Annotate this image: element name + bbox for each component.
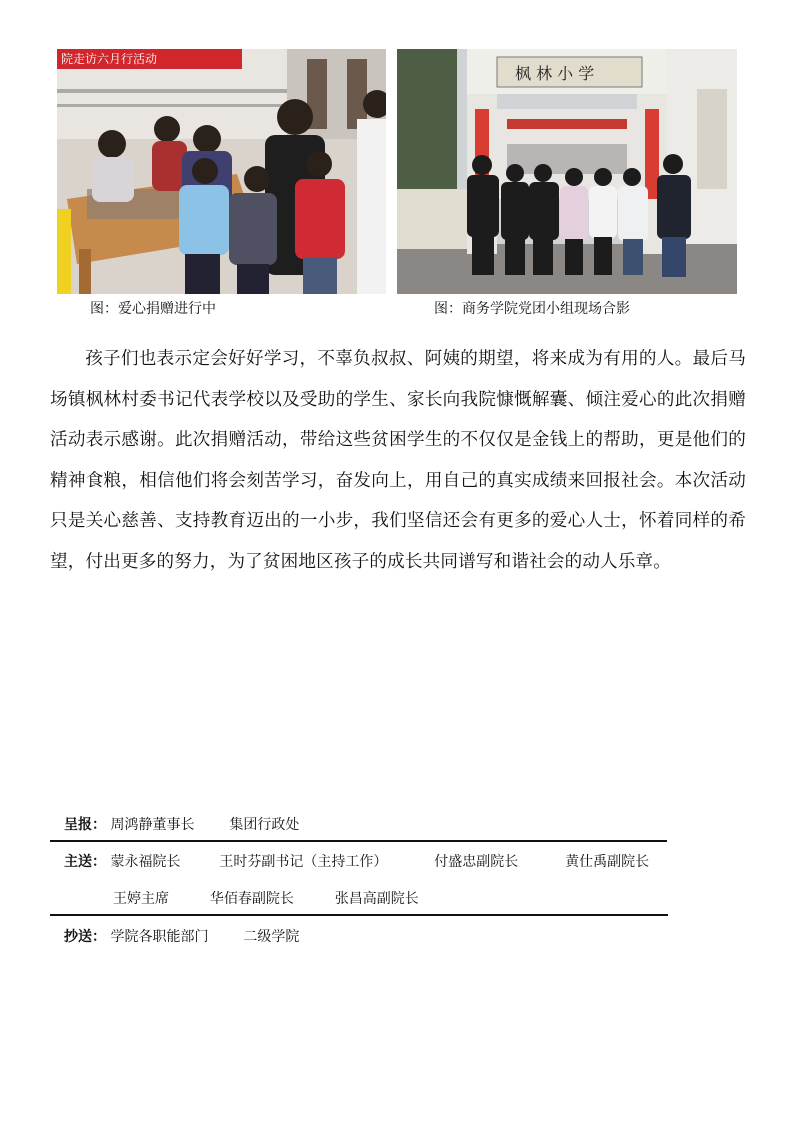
main-recipient: 王时芬副书记（主持工作） [219, 854, 388, 870]
copy-recipient: 二级学院 [243, 929, 300, 945]
report-recipient: 集团行政处 [229, 817, 300, 833]
main-recipient: 蒙永福院长 [110, 854, 181, 870]
photo-caption-1: 图：爱心捐赠进行中 [90, 301, 216, 317]
main-line-1 [64, 852, 649, 872]
report-line [64, 815, 299, 835]
divider-rule [50, 914, 668, 916]
main-recipient: 王婷主席 [113, 891, 169, 907]
photo-caption-2: 图：商务学院党团小组现场合影 [434, 301, 630, 317]
main-label: 主送： [64, 854, 106, 870]
group-photo [397, 49, 737, 294]
main-recipient: 付盛忠副院长 [434, 854, 519, 870]
body-paragraph: 孩子们也表示定会好好学习，不辜负叔叔、阿姨的期望，将来成为有用的人。最后马场镇枫林村委书记代表学校以及受助的学生、家长向我院慷慨解囊、倾注爱心的此次捐赠活动表示感谢。此次捐赠活动，带给这些贫困学生的不仅仅是金钱上的帮助，更是他们的精神食粮，相信他们将会刻苦学习，奋发向上，用自己的真实成绩来回报社会。本次活动只是关心慈善、支持教育迈出的一小步，我们坚信还会有更多的爱心人士，怀着同样的希望，付出更多的努力，为了贫困地区孩子的成长共同谱写和谐社会的动人乐章。 [50, 349, 746, 572]
divider-rule [50, 840, 667, 842]
main-line-2 [113, 889, 419, 909]
report-recipient: 周鸿静董事长 [110, 817, 195, 833]
copy-recipient: 学院各职能部门 [110, 929, 209, 945]
copy-label: 抄送： [64, 929, 106, 945]
banner-text: 院走访六月行活动 [61, 52, 158, 66]
report-label: 呈报： [64, 817, 106, 833]
main-recipient: 黄仕禹副院长 [565, 854, 650, 870]
main-recipient: 华佰春副院长 [209, 891, 294, 907]
gate-sign: 枫 林 小 学 [515, 64, 595, 83]
main-recipient: 张昌高副院长 [334, 891, 419, 907]
copy-line [64, 927, 299, 947]
donation-photo [57, 49, 386, 294]
